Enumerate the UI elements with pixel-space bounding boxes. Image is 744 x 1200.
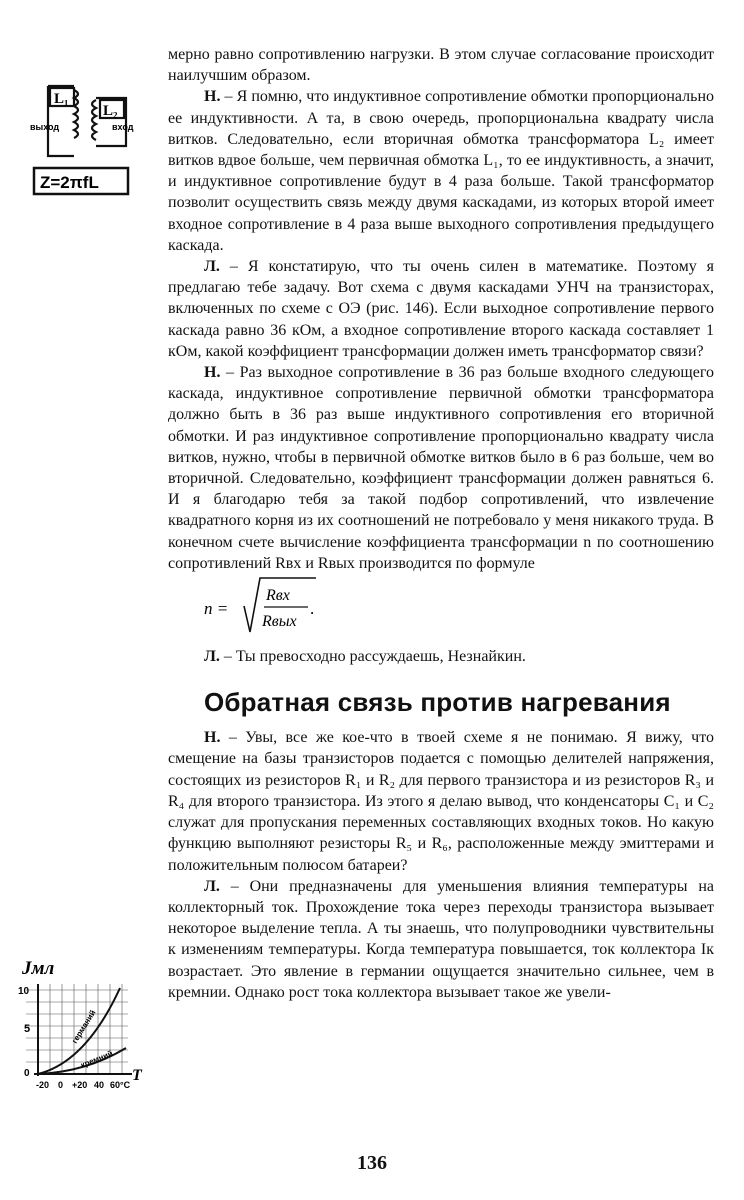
graph-title: Jмл (22, 958, 55, 979)
out-label: выход (30, 122, 60, 132)
speaker-label: Л. (204, 258, 220, 276)
transformation-ratio-formula (168, 576, 714, 642)
paragraph-text: – Увы, все же кое-что в твоей схеме я не понимаю. Я вижу, что смещение на базы транзисторов подается с помощью делителей напряжения, состоящих из резисторов R₁ и R₂ для первого транзистора и из резисторов R₃ и R₄ для второго транзистора. Из этого я делаю вывод, что конденсаторы C₁ и C₂ служат для пропускания переменных составляющих входных токов. Но какую функцию выполняют резисторы R₅ и R₆, расположенные между эмиттерами и положительным полюсом батареи? (168, 729, 714, 874)
paragraph-text: – Ты превосходно рассуждаешь, Незнайкин. (219, 648, 526, 666)
paragraph-continuation: мерно равно сопротивлению нагрузки. В этом случае согласование происходит наилучшим образом. (168, 46, 714, 85)
text-column (168, 44, 714, 1003)
in-label: вход (112, 122, 134, 132)
germanium-label: германий (70, 1008, 98, 1046)
y-tick-0: 0 (24, 1068, 30, 1079)
coil2-label: L₂ (103, 103, 118, 119)
paragraph-l-3 (168, 876, 714, 1003)
x-axis-label: T (132, 1067, 142, 1084)
x-tick-20: +20 (72, 1080, 88, 1090)
impedance-formula: Z=2πfL (40, 173, 99, 192)
transformer-figure (28, 80, 150, 200)
paragraph-l-2 (168, 646, 714, 667)
paragraph-text: – Раз выходное сопротивление в 36 раз больше входного следующего каскада, индуктивное сопротивление первичной обмотки трансформатора должно быть в 36 раз выше индуктивного сопротивления его вторичной обмотки. И раз индуктивное сопротивление пропорционально квадрату числа витков, нужно, чтобы в первичной обмотке витков было в 6 раз больше, чем во вторичной. Следовательно, коэффициент трансформации должен равняться 6. И я благодарю тебя за такой подбор сопротивлений, что извлечение квадратного корня из их соотношений не потребовало у меня никакого труда. В конечном счете вычисление коэффициента трансформации n по соотношению сопротивлений Rвх и Rвых производится по формуле (168, 364, 714, 572)
x-tick-40: 40 (94, 1080, 105, 1090)
coil1-label: L₁ (54, 91, 69, 107)
speaker-label: Н. (204, 364, 221, 382)
svg-text:.: . (310, 599, 315, 619)
x-tick-60: 60°C (110, 1080, 131, 1090)
paragraph-l-1 (168, 256, 714, 362)
paragraph-text: – Я констатирую, что ты очень силен в математике. Поэтому я предлагаю тебе задачу. Вот схема с двумя каскадами УНЧ на транзисторах, включенных по схеме с ОЭ (рис. 146). Если выходное сопротивление первого каскада равно 36 кОм, а входное сопротивление второго каскада составляет 1 кОм, какой коэффициент трансформации должен иметь трансформатор связи? (168, 258, 714, 360)
x-tick-0: 0 (58, 1080, 64, 1090)
y-tick-5: 5 (24, 1023, 31, 1035)
speaker-label: Н. (204, 729, 221, 747)
speaker-label: Л. (204, 648, 220, 666)
speaker-label: Н. (204, 88, 221, 106)
formula-denominator: Rвых (262, 613, 297, 631)
silicon-label: кремний (79, 1048, 115, 1070)
paragraph-n-1 (168, 86, 714, 256)
paragraph-n-2 (168, 362, 714, 574)
section-heading: Обратная связь против нагревания (204, 687, 671, 718)
paragraph-text: – Я помню, что индуктивное сопротивление обмотки пропорционально ее индуктивности. А та, в свою очередь, пропорциональна квадрату числа витков. Следовательно, если вторичная обмотка трансформатора L₂ имеет витков вдвое больше, чем первичная обмотка L₁, то ее индуктивность, а значит, и индуктивное сопротивление будут в 4 раза больше. Такой трансформатор позволит осуществить связь между двумя каскадами, из которых второй имеет входное сопротивление в 4 раза выше выходного сопротивления предыдущего каскада. (168, 88, 714, 254)
speaker-label: Л. (204, 877, 220, 895)
temperature-current-graph (16, 952, 146, 1102)
y-tick-10: 10 (18, 986, 30, 997)
formula-lhs: n = (204, 599, 229, 619)
paragraph-n-3 (168, 727, 714, 875)
formula-numerator: Rвх (266, 587, 290, 605)
page-number: 136 (357, 1152, 387, 1174)
paragraph-text: – Они предназначены для уменьшения влияния температуры на коллекторный ток. Прохождение тока через переходы транзистора вызывает некоторое выделение тепла. А ты знаешь, что полупроводники чувствительны к изменениям температуры. Когда температура повышается, ток коллектора Iк возрастает. Это явление в германии ощущается значительно сильнее, чем в кремнии. Однако рост тока коллектора вызывает такое же увели- (168, 877, 714, 1001)
x-tick-minus20: -20 (36, 1080, 50, 1090)
